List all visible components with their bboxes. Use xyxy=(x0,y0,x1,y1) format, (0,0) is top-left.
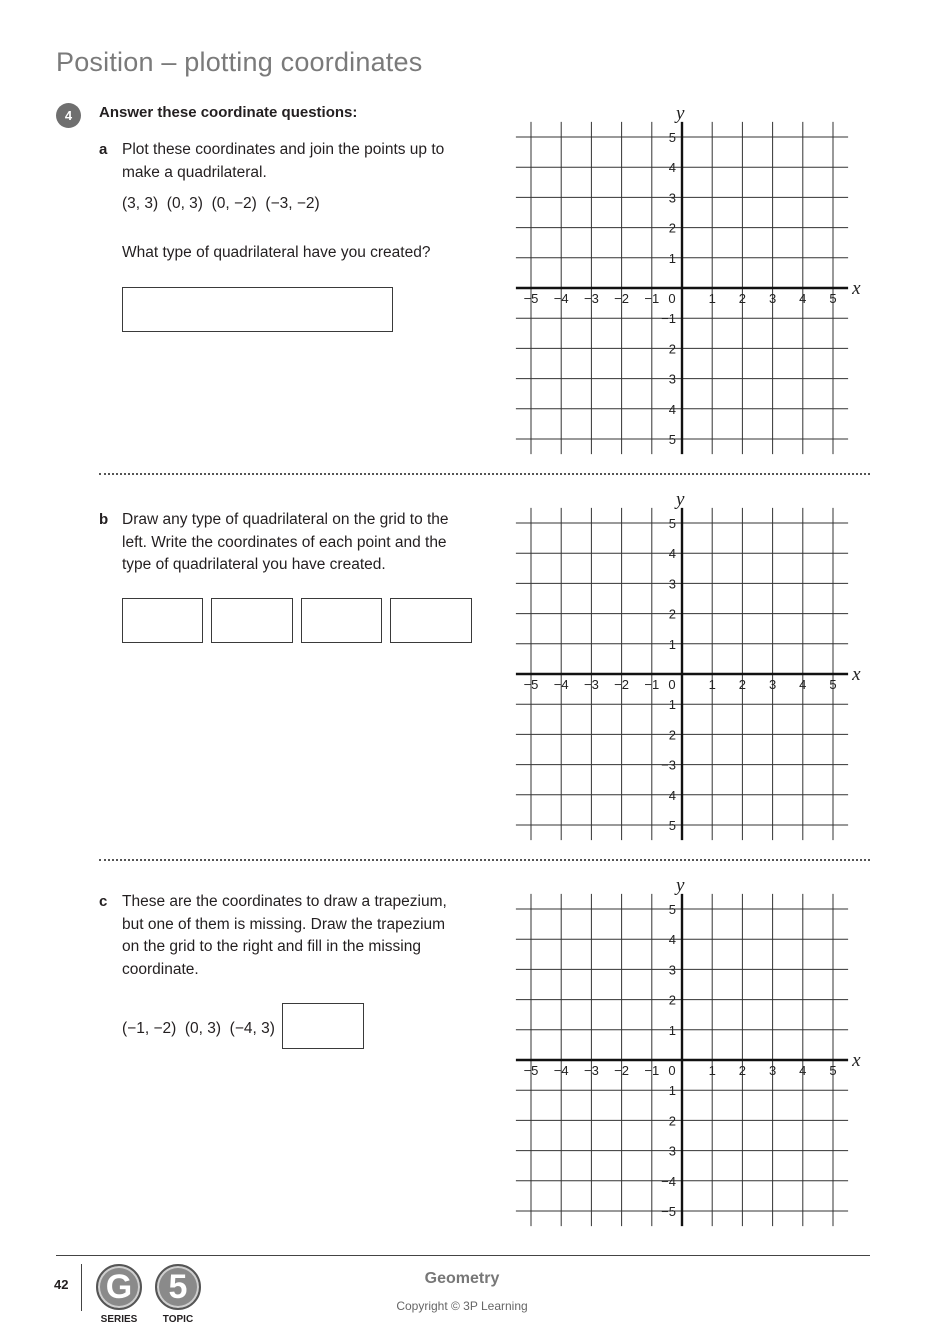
series-badge: G xyxy=(96,1264,142,1310)
y-tick-label: 2 xyxy=(668,341,676,357)
y-tick-label: 2 xyxy=(668,606,676,622)
y-tick-label: 4 xyxy=(668,160,676,176)
part-a-answer-box[interactable] xyxy=(122,287,393,332)
y-tick-label: 3 xyxy=(668,962,676,978)
y-tick-label: 1 xyxy=(668,1022,676,1038)
footer-copyright: Copyright © 3P Learning xyxy=(396,1299,528,1313)
y-axis-label: y xyxy=(676,488,685,510)
section-divider xyxy=(99,473,870,475)
y-tick-label: 4 xyxy=(668,932,676,948)
footer-rule xyxy=(56,1255,870,1256)
x-tick-label: −1 xyxy=(644,1063,660,1078)
x-tick-label: −4 xyxy=(553,1063,569,1078)
y-tick-label: 2 xyxy=(668,992,676,1008)
y-tick-label: 4 xyxy=(668,787,676,803)
x-tick-label: 4 xyxy=(799,1063,807,1078)
x-tick-label: −2 xyxy=(614,677,630,692)
part-a-letter: a xyxy=(99,141,108,158)
part-a-question: What type of quadrilateral have you created? xyxy=(122,244,431,261)
part-b-answer-box-1[interactable] xyxy=(122,598,203,643)
question-number-badge: 4 xyxy=(56,103,81,128)
part-a-line: make a quadrilateral. xyxy=(122,163,267,181)
part-b-letter: b xyxy=(99,511,109,528)
y-tick-label: 3 xyxy=(668,1143,676,1159)
y-tick-label: −1 xyxy=(661,311,676,327)
y-tick-label: 4 xyxy=(668,401,676,417)
x-tick-label: 1 xyxy=(708,291,716,306)
part-c-instructions xyxy=(122,891,482,981)
x-tick-label: 4 xyxy=(799,677,807,692)
x-axis-label: x xyxy=(852,278,861,299)
x-tick-label: 1 xyxy=(708,1063,716,1078)
y-tick-label: 2 xyxy=(668,220,676,236)
topic-badge: 5 xyxy=(155,1264,201,1310)
part-a-coordinates: (3, 3) (0, 3) (0, −2) (−3, −2) xyxy=(122,195,320,212)
y-tick-label: 5 xyxy=(668,130,676,145)
y-tick-label: 1 xyxy=(668,697,676,713)
y-tick-label: 5 xyxy=(668,516,676,531)
y-axis-label: y xyxy=(676,874,685,896)
x-tick-label: 3 xyxy=(768,677,777,692)
question-heading: Answer these coordinate questions: xyxy=(99,104,358,121)
y-tick-label: −4 xyxy=(661,1173,676,1189)
x-tick-label: 0 xyxy=(668,677,676,692)
part-b-line: Draw any type of quadrilateral on the grid to the xyxy=(122,511,449,528)
y-tick-label: 5 xyxy=(668,432,676,447)
x-tick-label: 5 xyxy=(829,1063,837,1078)
y-tick-label: 1 xyxy=(668,1083,676,1099)
x-tick-label: −3 xyxy=(583,677,599,692)
x-tick-label: 2 xyxy=(738,1063,747,1078)
y-tick-label: 1 xyxy=(668,636,676,652)
x-tick-label: 5 xyxy=(829,291,837,306)
y-tick-label: 2 xyxy=(668,1113,676,1129)
x-tick-label: −1 xyxy=(644,291,660,306)
x-tick-label: 0 xyxy=(668,1063,676,1078)
x-tick-label: 3 xyxy=(768,291,777,306)
part-b-answer-box-2[interactable] xyxy=(211,598,293,643)
x-tick-label: −2 xyxy=(614,1063,630,1078)
y-tick-label: 3 xyxy=(668,190,676,206)
part-c-line: but one of them is missing. Draw the trapezium xyxy=(122,915,446,933)
y-tick-label: −3 xyxy=(661,757,676,773)
part-c-coordinates: (−1, −2) (0, 3) (−4, 3) xyxy=(122,1020,275,1037)
y-tick-label: 4 xyxy=(668,546,676,562)
x-tick-label: −4 xyxy=(553,677,569,692)
x-tick-label: 0 xyxy=(668,291,676,306)
x-tick-label: −4 xyxy=(553,291,569,306)
y-tick-label: 5 xyxy=(668,818,676,833)
part-b-line: left. Write the coordinates of each point and the xyxy=(122,533,447,551)
x-tick-label: 5 xyxy=(829,677,837,692)
x-tick-label: −3 xyxy=(583,1063,599,1078)
x-tick-label: 2 xyxy=(738,677,747,692)
page-number: 42 xyxy=(54,1277,69,1292)
part-c-letter: c xyxy=(99,893,108,910)
part-c-line: coordinate. xyxy=(122,960,199,978)
x-axis-label: x xyxy=(852,1050,861,1071)
part-c-answer-box[interactable] xyxy=(282,1003,364,1049)
y-tick-label: 3 xyxy=(668,576,676,592)
x-tick-label: 2 xyxy=(738,291,747,306)
series-label: SERIES xyxy=(100,1314,138,1325)
x-tick-label: 3 xyxy=(768,1063,777,1078)
part-c-line: These are the coordinates to draw a trapezium, xyxy=(122,893,447,910)
x-tick-label: −5 xyxy=(523,291,539,306)
part-b-answer-box-4[interactable] xyxy=(390,598,472,643)
y-tick-label: −5 xyxy=(661,1204,676,1219)
section-divider xyxy=(99,859,870,861)
part-a-line: Plot these coordinates and join the points up to xyxy=(122,141,445,158)
page-title: Position – plotting coordinates xyxy=(56,47,423,77)
x-axis-label: x xyxy=(852,664,861,685)
x-tick-label: −3 xyxy=(583,291,599,306)
topic-label: TOPIC xyxy=(162,1314,194,1325)
x-tick-label: −1 xyxy=(644,677,660,692)
part-b-instructions xyxy=(122,509,492,577)
y-tick-label: 3 xyxy=(668,371,676,387)
x-tick-label: 1 xyxy=(708,677,716,692)
part-b-line: type of quadrilateral you have created. xyxy=(122,556,386,573)
y-axis-label: y xyxy=(676,102,685,124)
x-tick-label: 4 xyxy=(799,291,807,306)
x-tick-label: −2 xyxy=(614,291,630,306)
part-c-line: on the grid to the right and fill in the missing xyxy=(122,938,421,955)
y-tick-label: 2 xyxy=(668,727,676,743)
y-tick-label: 5 xyxy=(668,902,676,917)
x-tick-label: −5 xyxy=(523,1063,539,1078)
part-b-answer-box-3[interactable] xyxy=(301,598,382,643)
footer-subject: Geometry xyxy=(424,1270,500,1287)
x-tick-label: −5 xyxy=(523,677,539,692)
part-a-instructions xyxy=(122,139,482,184)
y-tick-label: 1 xyxy=(668,250,676,266)
